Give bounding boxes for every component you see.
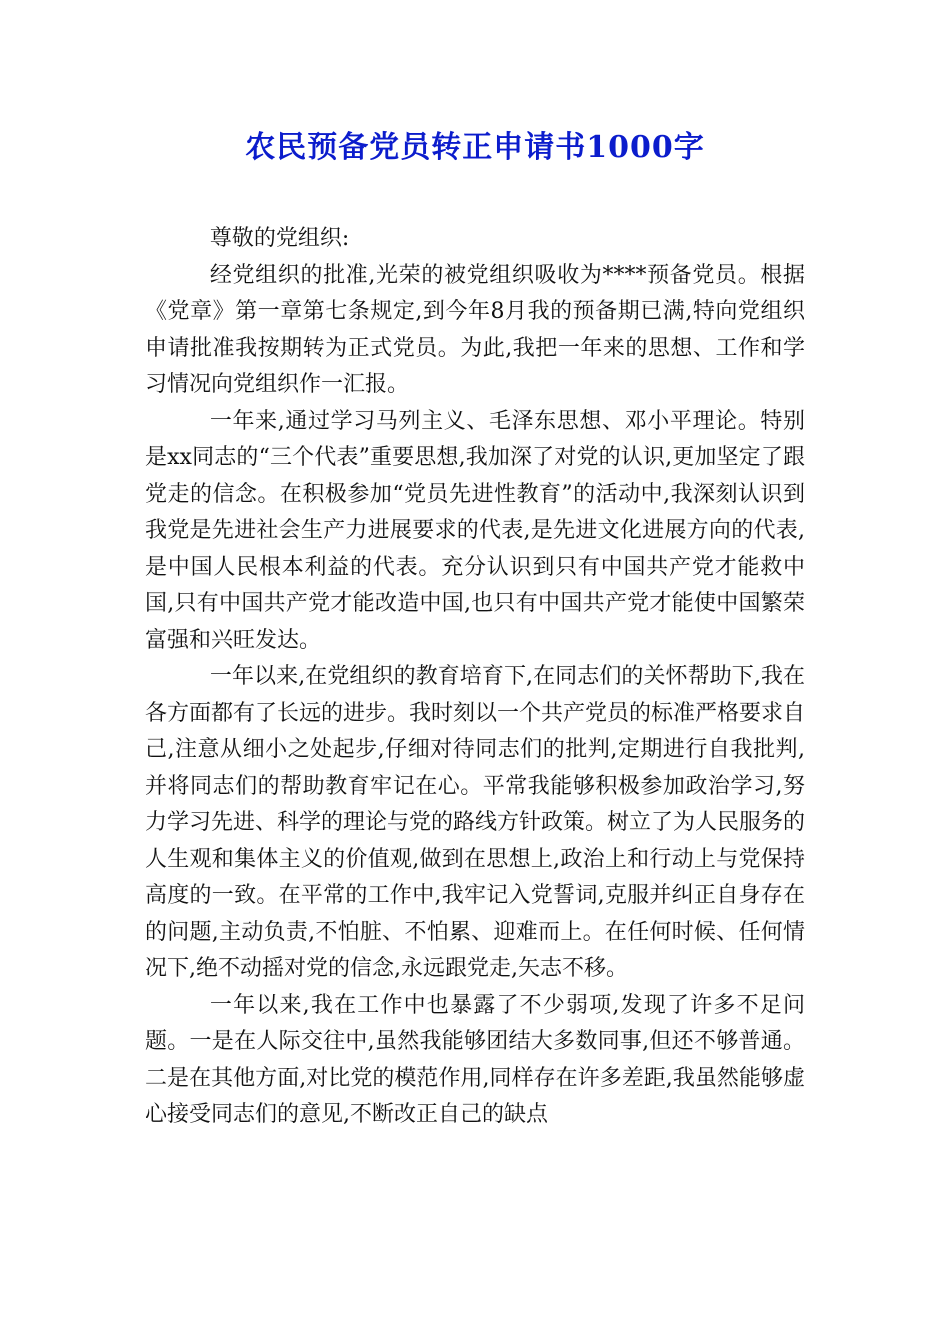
body-paragraph: 一年以来,在党组织的教育培育下,在同志们的关怀帮助下,我在各方面都有了长远的进步。我时刻以一个共产党员的标准严格要求自己,注意从细小之处起步,仔细对待同志们的批判,定期进行自我批判,并将同志们的帮助教育牢记在心。平常我能够积极参加政治学习,努力学习先进、科学的理论与党的路线方针政策。树立了为人民服务的人生观和集体主义的价值观,做到在思想上,政治上和行动上与党保持高度的一致。在平常的工作中,我牢记入党誓词,克服并纠正自身存在的问题,主动负责,不怕脏、不怕累、迎难而上。在任何时候、任何情况下,绝不动摇对党的信念,永远跟党走,矢志不移。 <box>145 664 806 981</box>
document-title: 农民预备党员转正申请书1000字 <box>245 130 705 165</box>
document-body <box>145 221 805 1134</box>
body-paragraph: 一年来,通过学习马列主义、毛泽东思想、邓小平理论。特别是xx同志的“三个代表”重要思想,我加深了对党的认识,更加坚定了跟党走的信念。在积极参加“党员先进性教育”的活动中,我深刻认识到我党是先进社会生产力进展要求的代表,是先进文化进展方向的代表,是中国人民根本利益的代表。充分认识到只有中国共产党才能救中国,只有中国共产党才能改造中国,也只有中国共产党才能使中国繁荣富强和兴旺发达。 <box>145 408 805 653</box>
salutation: 尊敬的党组织: <box>209 226 350 251</box>
body-paragraph: 一年以来,我在工作中也暴露了不少弱项,发现了许多不足问题。一是在人际交往中,虽然我能够团结大多数同事,但还不够普通。二是在其他方面,对比党的模范作用,同样存在许多差距,我虽然能够虚心接受同志们的意见,不断改正自己的缺点 <box>145 992 805 1127</box>
body-paragraph: 经党组织的批准,光荣的被党组织吸收为****预备党员。根据《党章》第一章第七条规定,到今年8月我的预备期已满,特向党组织申请批准我按期转为正式党员。为此,我把一年来的思想、工作和学习情况向党组织作一汇报。 <box>145 262 805 397</box>
